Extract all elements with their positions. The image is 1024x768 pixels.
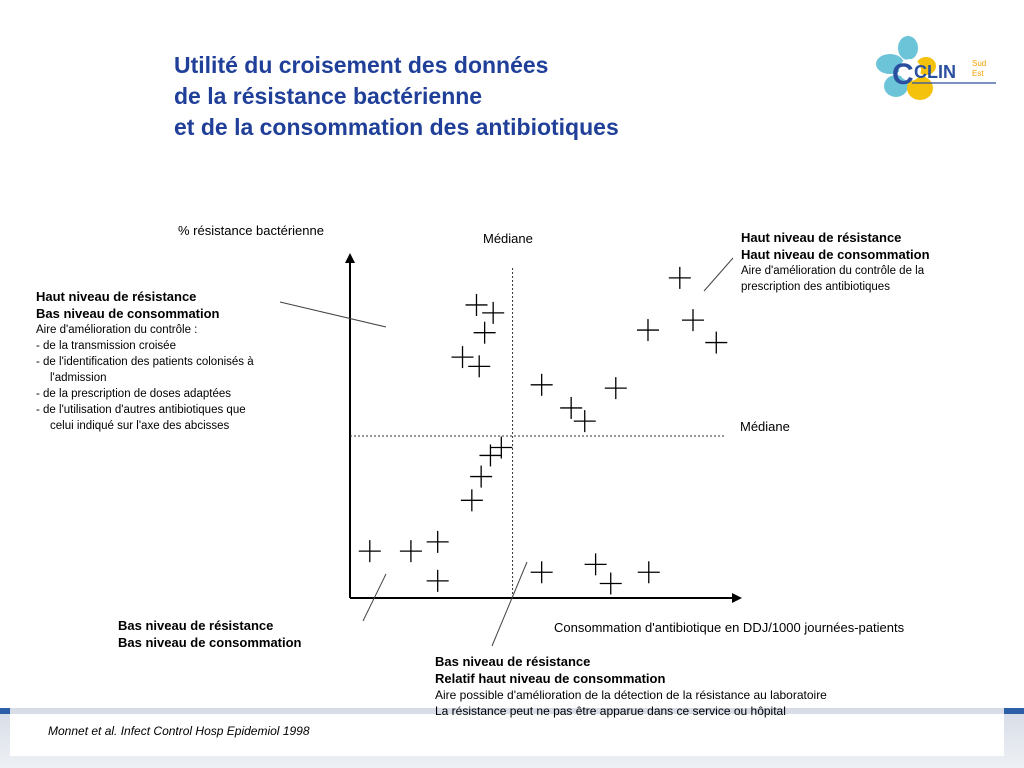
citation-journal: Infect Control Hosp Epidemiol <box>120 724 280 738</box>
title-line-3: et de la consommation des antibiotiques <box>174 114 619 140</box>
leader-bottom-right <box>492 562 527 646</box>
annotation-line: - de l'identification des patients colonisés à <box>36 356 254 368</box>
annotation-line: - de l'utilisation d'autres antibiotiques que <box>36 404 246 416</box>
annotation-title: Bas niveau de résistance <box>435 654 591 669</box>
logo-sub-1: Sud <box>972 59 987 68</box>
citation-authors: Monnet et al. <box>48 724 118 738</box>
data-point <box>585 553 607 575</box>
annotation-title: Relatif haut niveau de consommation <box>435 671 666 686</box>
data-point <box>359 540 381 562</box>
x-axis-label: Consommation d'antibiotique en DDJ/1000 journées-patients <box>554 620 905 635</box>
data-point <box>400 540 422 562</box>
annotation-line: - de la transmission croisée <box>36 340 176 352</box>
annotation-title: Haut niveau de consommation <box>741 247 930 262</box>
data-point <box>600 572 622 594</box>
annotation-line: l'admission <box>50 372 107 384</box>
citation-year: 1998 <box>282 724 310 738</box>
data-point <box>474 322 496 344</box>
footer-accent-right <box>1004 708 1024 714</box>
annotation-title: Bas niveau de consommation <box>36 306 220 321</box>
logo-letter-c: C <box>892 58 914 91</box>
annotation-title: Haut niveau de résistance <box>36 289 197 304</box>
data-point <box>427 570 449 592</box>
annotation-line: Aire d'amélioration du contrôle : <box>36 324 198 336</box>
annotation-top-right <box>741 229 930 295</box>
data-point <box>637 319 659 341</box>
annotation-line: celui indiqué sur l'axe des abcisses <box>50 420 230 432</box>
annotation-line: Aire possible d'amélioration de la détection de la résistance au laboratoire <box>435 688 827 702</box>
median-x-label: Médiane <box>483 231 533 246</box>
data-point <box>705 332 727 354</box>
annotation-line: Aire d'amélioration du contrôle de la <box>741 265 925 277</box>
data-point <box>461 489 483 511</box>
leader-top-left <box>280 302 386 327</box>
logo-sub-2: Est <box>972 69 984 78</box>
data-point <box>452 346 474 368</box>
annotation-line: La résistance peut ne pas être apparue dans ce service ou hôpital <box>435 704 786 718</box>
logo-text: CLIN <box>914 62 956 82</box>
annotation-line: prescription des antibiotiques <box>741 281 890 293</box>
data-point <box>427 531 449 553</box>
data-point <box>531 561 553 583</box>
median-y-label: Médiane <box>740 419 790 434</box>
annotation-top-left <box>36 288 254 434</box>
annotation-title: Haut niveau de résistance <box>741 230 902 245</box>
data-point <box>605 377 627 399</box>
leader-top-right <box>704 258 733 291</box>
y-axis-label: % résistance bactérienne <box>178 223 324 238</box>
data-point <box>531 374 553 396</box>
annotation-bottom-left <box>118 617 302 651</box>
annotation-title: Bas niveau de consommation <box>118 635 302 650</box>
title-line-2: de la résistance bactérienne <box>174 83 483 109</box>
data-point <box>682 309 704 331</box>
data-point <box>574 410 596 432</box>
data-point <box>638 561 660 583</box>
data-points <box>359 267 727 595</box>
data-point <box>470 466 492 488</box>
data-point <box>560 397 582 419</box>
annotation-bottom-right <box>435 653 827 719</box>
title-line-1: Utilité du croisement des données <box>174 52 549 78</box>
annotation-title: Bas niveau de résistance <box>118 618 274 633</box>
citation <box>48 724 310 738</box>
annotation-line: - de la prescription de doses adaptées <box>36 388 231 400</box>
footer-accent-left <box>0 708 10 714</box>
data-point <box>468 355 490 377</box>
data-point <box>669 267 691 289</box>
